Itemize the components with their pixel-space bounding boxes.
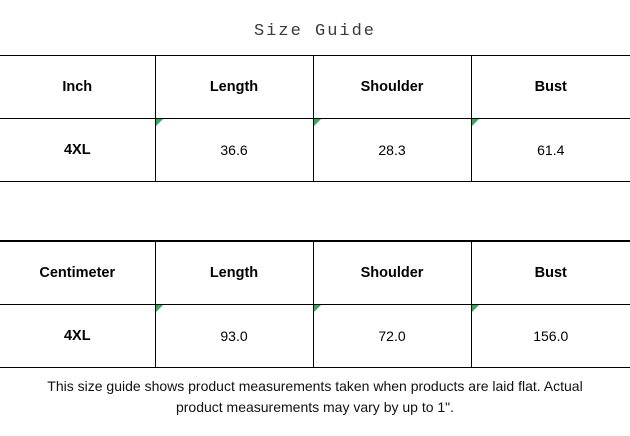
corner-marker-icon [156,305,163,312]
table-row [0,119,630,182]
column-header-length: Length [155,242,313,305]
page-title: Size Guide [253,22,377,41]
inch-size-table [0,55,630,182]
row-size-label: 4XL [0,305,155,368]
column-header-unit: Inch [0,56,155,119]
corner-marker-icon [472,119,479,126]
column-header-bust: Bust [471,56,630,119]
corner-marker-icon [156,119,163,126]
table-header-row [0,242,630,305]
cell-length: 36.6 [155,119,313,182]
cell-shoulder: 72.0 [313,305,471,368]
corner-marker-icon [314,119,321,126]
table-gap [0,182,630,241]
corner-marker-icon [472,305,479,312]
table-row [0,305,630,368]
column-header-bust: Bust [471,242,630,305]
cell-bust: 61.4 [471,119,630,182]
cell-length: 93.0 [155,305,313,368]
corner-marker-icon [314,305,321,312]
column-header-length: Length [155,56,313,119]
cell-shoulder: 28.3 [313,119,471,182]
row-size-label: 4XL [0,119,155,182]
column-header-unit: Centimeter [0,242,155,305]
table-header-row [0,56,630,119]
centimeter-size-table [0,241,630,368]
column-header-shoulder: Shoulder [313,242,471,305]
cell-bust: 156.0 [471,305,630,368]
size-guide-footnote: This size guide shows product measurements taken when products are laid flat. Actual product measurements may vary by up to 1". [47,378,583,415]
column-header-shoulder: Shoulder [313,56,471,119]
